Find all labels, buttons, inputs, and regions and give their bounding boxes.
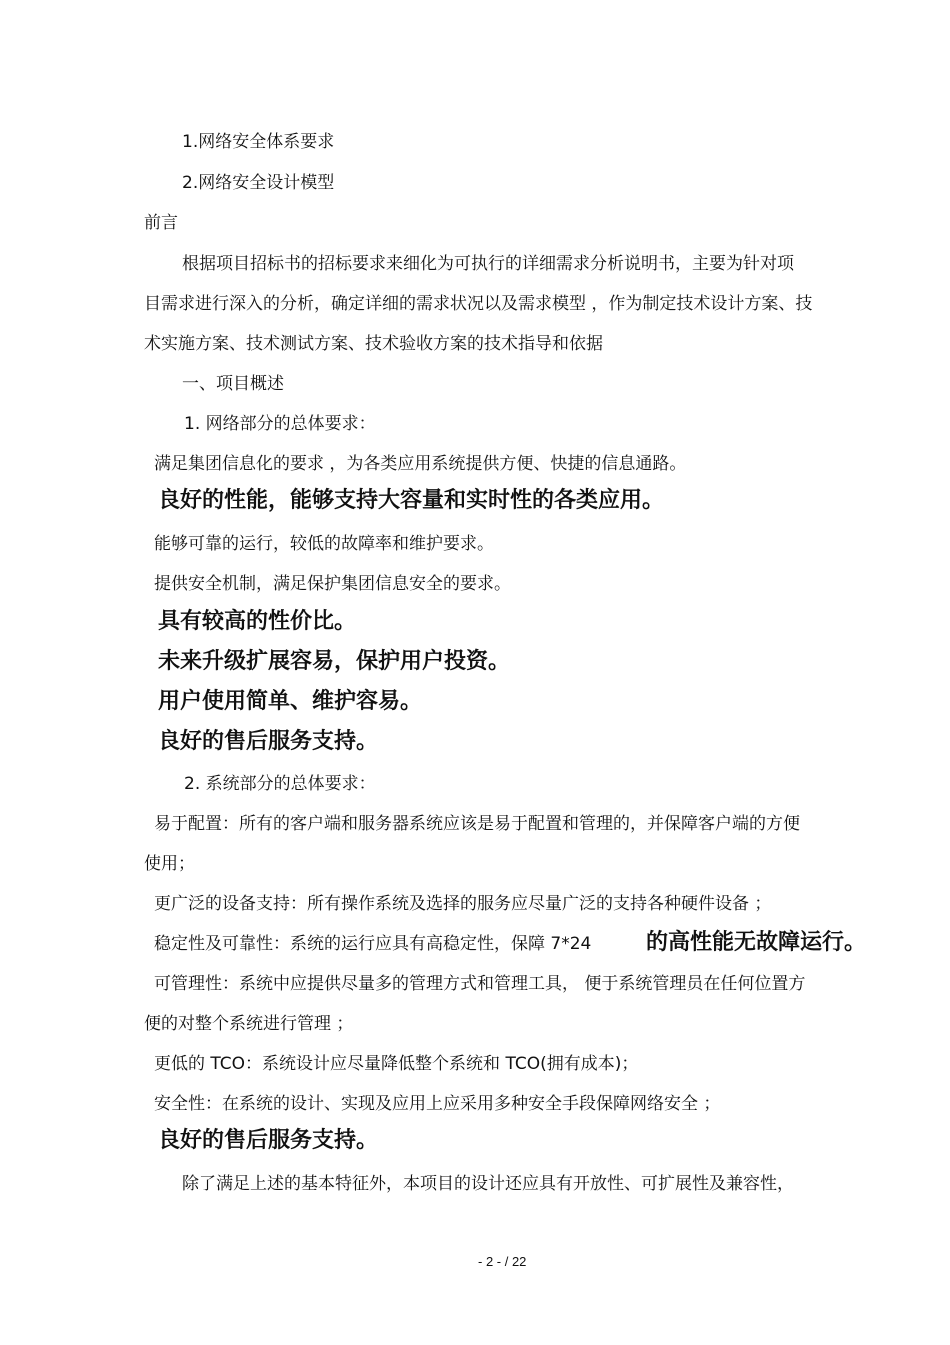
system-requirement: 更低的 TCO：系统设计应尽量降低整个系统和 TCO(拥有成本)； [154, 1054, 639, 1074]
system-requirement: 更广泛的设备支持：所有操作系统及选择的服务应尽量广泛的支持各种硬件设备 ； [154, 894, 772, 914]
network-requirement: 未来升级扩展容易，保护用户投资。 [158, 649, 511, 674]
system-requirement: 可管理性：系统中应提供尽量多的管理方式和管理工具， 便于系统管理员在任何位置方 [154, 974, 806, 994]
system-requirement: 稳定性及可靠性：系统的运行应具有高稳定性，保障 7*24 [154, 934, 592, 954]
system-requirement: 良好的售后服务支持。 [158, 1128, 379, 1153]
toc-item: 1.网络安全体系要求 [182, 132, 335, 152]
network-requirement: 满足集团信息化的要求 ，为各类应用系统提供方便、快捷的信息通路。 [154, 454, 687, 474]
intro-line: 根据项目招标书的招标要求来细化为可执行的详细需求分析说明书，主要为针对项 [182, 254, 794, 274]
network-requirement: 具有较高的性价比。 [158, 609, 357, 634]
network-requirement: 提供安全机制，满足保护集团信息安全的要求。 [154, 574, 511, 594]
network-requirement: 能够可靠的运行，较低的故障率和维护要求。 [154, 534, 494, 554]
closing-paragraph: 除了满足上述的基本特征外，本项目的设计还应具有开放性、可扩展性及兼容性， [182, 1174, 794, 1194]
system-requirement-emphasis: 的高性能无故障运行。 [646, 930, 867, 955]
toc-item: 2.网络安全设计模型 [182, 173, 335, 193]
intro-line: 术实施方案、技术测试方案、技术验收方案的技术指导和依据 [144, 334, 603, 354]
section-title: 一、项目概述 [182, 374, 284, 394]
system-requirement: 使用； [144, 854, 195, 874]
page-number: - 2 - / 22 [478, 1254, 527, 1269]
network-requirement: 用户使用简单、维护容易。 [158, 689, 423, 714]
network-requirement: 良好的性能，能够支持大容量和实时性的各类应用。 [158, 488, 665, 513]
intro-line: 目需求进行深入的分析，确定详细的需求状况以及需求模型 ，作为制定技术设计方案、技 [144, 294, 813, 314]
system-requirement: 易于配置：所有的客户端和服务器系统应该是易于配置和管理的，并保障客户端的方便 [154, 814, 800, 834]
system-requirements-title: 2. 系统部分的总体要求： [184, 774, 376, 794]
network-requirement: 良好的售后服务支持。 [158, 729, 379, 754]
network-requirements-title: 1. 网络部分的总体要求： [184, 414, 376, 434]
system-requirement: 便的对整个系统进行管理 ； [144, 1014, 354, 1034]
system-requirement: 安全性：在系统的设计、实现及应用上应采用多种安全手段保障网络安全 ； [154, 1094, 721, 1114]
preface-heading: 前言 [144, 213, 178, 233]
